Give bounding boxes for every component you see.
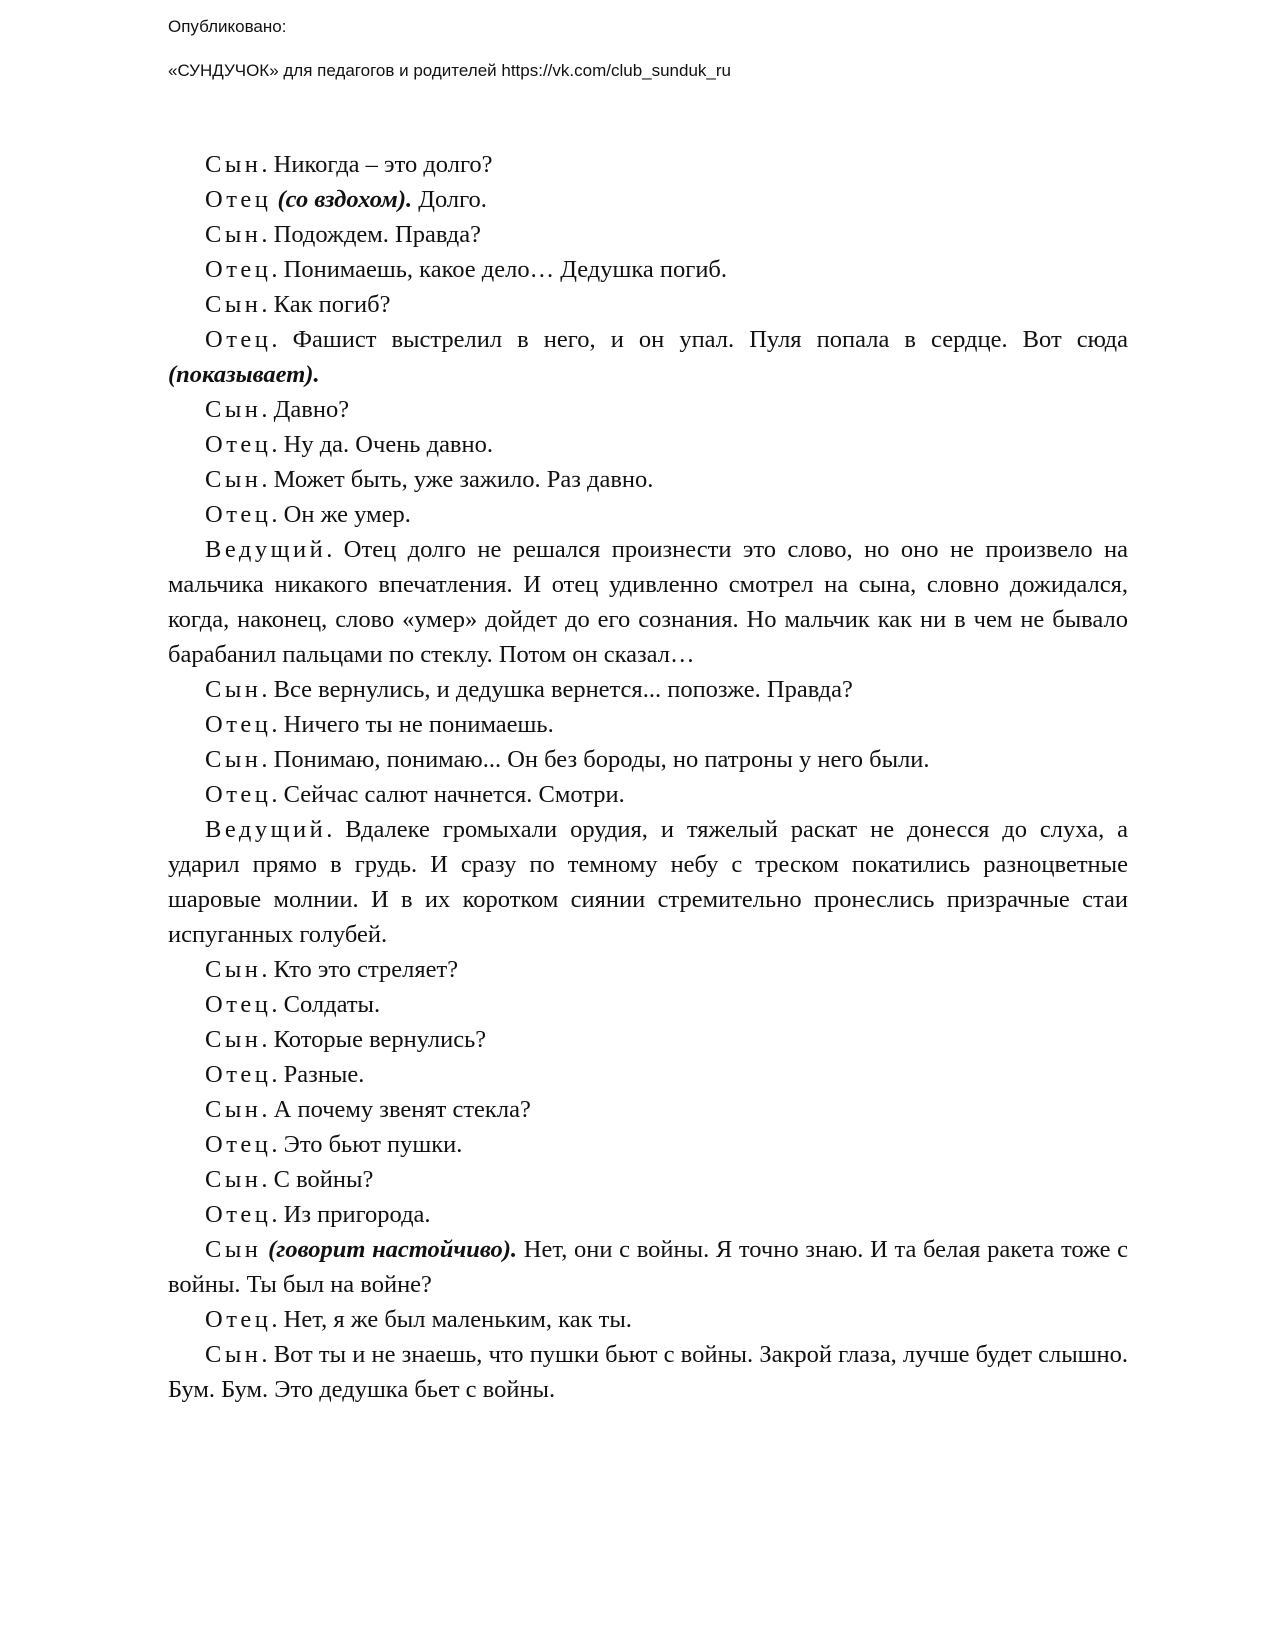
play-text xyxy=(168,147,1128,1407)
stage-direction: (со вздохом). xyxy=(277,186,413,213)
source-line: «СУНДУЧОК» для педагогов и родителей https://vk.com/club_sunduk_ru xyxy=(168,61,731,80)
dialogue-line: Сын. С войны? xyxy=(205,1166,374,1193)
dialogue-line: Сын. Как погиб? xyxy=(205,291,391,318)
dialogue-line: Отец. Фашист выстрелил в него, и он упал. Пуля попала в сердце. Вот сюда (показывает). xyxy=(168,326,1129,388)
speaker-name: Отец xyxy=(205,1061,272,1088)
line-text: Из пригорода. xyxy=(283,1201,431,1228)
speaker-name: Отец xyxy=(205,431,272,458)
speaker-name: Сын xyxy=(205,1096,262,1123)
line-text: Отец долго не решался произнести это слово, но оно не произвело на мальчика никакого впечатления. И отец удивленно смотрел на сына, словно дожидался, когда, наконец, слово «умер» дойдет до его сознания. Но мальчик как ни в чем не бывало барабанил пальцами по стеклу. Потом он сказал… xyxy=(168,536,1129,668)
dialogue-line: Отец. Он же умер. xyxy=(205,501,411,528)
line-text: Понимаю, понимаю... Он без бороды, но патроны у него были. xyxy=(273,746,930,773)
line-text: Солдаты. xyxy=(283,991,381,1018)
dialogue-line: Ведущий. Отец долго не решался произнести это слово, но оно не произвело на мальчика никакого впечатления. И отец удивленно смотрел на сына, словно дожидался, когда, наконец, слово «умер» дойдет до его сознания. Но мальчик как ни в чем не бывало барабанил пальцами по стеклу. Потом он сказал… xyxy=(168,536,1129,668)
line-text: Понимаешь, какое дело… Дедушка погиб. xyxy=(283,256,728,283)
speaker-name: Сын xyxy=(205,151,262,178)
dialogue-line: Сын. Кто это стреляет? xyxy=(205,956,459,983)
dialogue-line: Отец. Сейчас салют начнется. Смотри. xyxy=(205,781,625,808)
dialogue-line: Отец. Понимаешь, какое дело… Дедушка погиб. xyxy=(205,256,728,283)
speaker-name: Сын xyxy=(205,676,262,703)
dialogue-line: Отец. Солдаты. xyxy=(205,991,381,1018)
dialogue-line: Сын. Может быть, уже зажило. Раз давно. xyxy=(205,466,654,493)
dialogue-line: Сын. А почему звенят стекла? xyxy=(205,1096,531,1123)
line-text: Давно? xyxy=(273,396,350,423)
line-text: Нет, они с войны. Я точно знаю. И та белая ракета тоже с войны. Ты был на войне? xyxy=(168,1236,1129,1298)
dialogue-line: Сын. Которые вернулись? xyxy=(205,1026,487,1053)
speaker-name: Сын xyxy=(205,956,262,983)
speaker-name: Сын xyxy=(205,746,262,773)
speaker-name: Отец xyxy=(205,991,272,1018)
published-label: Опубликовано: xyxy=(168,17,287,36)
speaker-name: Сын xyxy=(205,1341,262,1368)
speaker-name: Отец xyxy=(205,781,272,808)
dialogue-line: Ведущий. Вдалеке громыхали орудия, и тяжелый раскат не донесся до слуха, а ударил прямо в грудь. И сразу по темному небу с треском покатились разноцветные шаровые молнии. И в их коротком сиянии стремительно пронеслись призрачные стаи испуганных голубей. xyxy=(168,816,1129,948)
speaker-name: Отец xyxy=(205,1201,272,1228)
dialogue-line: Отец. Ничего ты не понимаешь. xyxy=(205,711,554,738)
line-text: Ничего ты не понимаешь. xyxy=(283,711,554,738)
line-text: Разные. xyxy=(283,1061,365,1088)
speaker-name: Отец xyxy=(205,186,272,213)
speaker-name: Отец xyxy=(205,256,272,283)
speaker-name: Отец xyxy=(205,501,272,528)
speaker-name: Отец xyxy=(205,711,272,738)
dialogue-line: Сын. Давно? xyxy=(205,396,350,423)
speaker-name: Отец xyxy=(205,1306,272,1333)
line-text: Вот ты и не знаешь, что пушки бьют с войны. Закрой глаза, лучше будет слышно. Бум. Бум. Это дедушка бьет с войны. xyxy=(168,1341,1129,1403)
speaker-name: Ведущий xyxy=(205,816,327,843)
dialogue-line: Сын. Понимаю, понимаю... Он без бороды, но патроны у него были. xyxy=(205,746,930,773)
speaker-name: Сын xyxy=(205,1236,262,1263)
line-text: Долго. xyxy=(418,186,487,213)
speaker-name: Сын xyxy=(205,466,262,493)
dialogue-line xyxy=(168,1232,1128,1302)
speaker-name: Сын xyxy=(205,1166,262,1193)
line-text: Никогда – это долго? xyxy=(273,151,493,178)
dialogue-line: Сын. Все вернулись, и дедушка вернется... попозже. Правда? xyxy=(205,676,853,703)
line-text: А почему звенят стекла? xyxy=(273,1096,531,1123)
dialogue-line: Сын. Подождем. Правда? xyxy=(205,221,482,248)
speaker-name: Сын xyxy=(205,396,262,423)
line-text: Он же умер. xyxy=(283,501,411,528)
dialogue-line: Сын. Никогда – это долго? xyxy=(205,151,493,178)
dialogue-line: Сын. Вот ты и не знаешь, что пушки бьют с войны. Закрой глаза, лучше будет слышно. Бум. Бум. Это дедушка бьет с войны. xyxy=(168,1341,1129,1403)
line-text: Подождем. Правда? xyxy=(273,221,482,248)
dialogue-line: Отец. Разные. xyxy=(205,1061,365,1088)
line-text: Фашист выстрелил в него, и он упал. Пуля попала в сердце. Вот сюда xyxy=(292,326,1129,353)
stage-direction: (показывает). xyxy=(168,361,320,388)
dialogue-line xyxy=(168,182,1128,217)
line-text: Как погиб? xyxy=(273,291,391,318)
speaker-name: Ведущий xyxy=(205,536,327,563)
speaker-name: Сын xyxy=(205,1026,262,1053)
line-text: Которые вернулись? xyxy=(273,1026,487,1053)
dialogue-line: Отец. Нет, я же был маленьким, как ты. xyxy=(205,1306,632,1333)
line-text: С войны? xyxy=(273,1166,374,1193)
line-text: Кто это стреляет? xyxy=(273,956,459,983)
stage-direction: (говорит настойчиво). xyxy=(268,1236,518,1263)
speaker-name: Отец xyxy=(205,1131,272,1158)
speaker-name: Сын xyxy=(205,221,262,248)
line-text: Все вернулись, и дедушка вернется... попозже. Правда? xyxy=(273,676,853,703)
line-text: Сейчас салют начнется. Смотри. xyxy=(283,781,625,808)
line-text: Нет, я же был маленьким, как ты. xyxy=(283,1306,632,1333)
speaker-name: Отец xyxy=(205,326,272,353)
speaker-name: Сын xyxy=(205,291,262,318)
dialogue-line: Отец. Из пригорода. xyxy=(205,1201,431,1228)
dialogue-line: Отец. Это бьют пушки. xyxy=(205,1131,463,1158)
line-text: Может быть, уже зажило. Раз давно. xyxy=(273,466,654,493)
line-text: Вдалеке громыхали орудия, и тяжелый раскат не донесся до слуха, а ударил прямо в грудь. И сразу по темному небу с треском покатились разноцветные шаровые молнии. И в их коротком сиянии стремительно пронеслись призрачные стаи испуганных голубей. xyxy=(168,816,1129,948)
line-text: Это бьют пушки. xyxy=(283,1131,463,1158)
dialogue-line: Отец. Ну да. Очень давно. xyxy=(205,431,493,458)
line-text: Ну да. Очень давно. xyxy=(283,431,493,458)
